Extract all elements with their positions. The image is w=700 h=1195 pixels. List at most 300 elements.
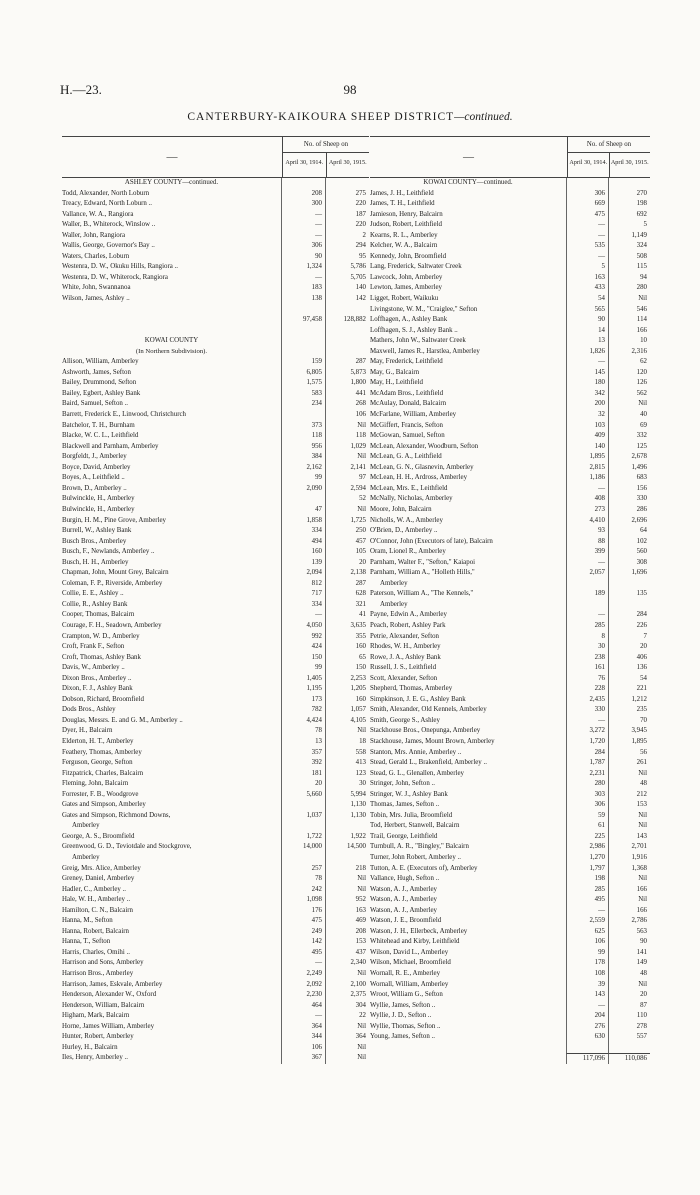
owner-name: James, J. H., Leithfield	[370, 189, 434, 197]
owner-name: Waters, Charles, Loburn	[62, 252, 130, 260]
sheep-1914: —	[281, 220, 325, 231]
sheep-1915: 10	[608, 336, 650, 347]
owner-name: McGowan, Samuel, Sefton	[370, 432, 445, 440]
owner-name: McLean, Alexander, Woodburn, Sefton	[370, 442, 479, 450]
sheep-1914: 118	[281, 431, 325, 442]
owner-name: Greney, Daniel, Amberley	[62, 875, 135, 883]
sheep-1915: 97	[325, 473, 369, 484]
owner-name: Parnham, Walter F., "Sefton," Kaiapoi	[370, 558, 476, 566]
sheep-1914: —	[281, 273, 325, 284]
sheep-1914: 257	[281, 864, 325, 875]
owner-name: Bailey, Drummond, Sefton	[62, 379, 137, 387]
sheep-1914: 1,722	[281, 832, 325, 843]
table-row	[62, 969, 369, 980]
table-row	[62, 294, 369, 305]
sheep-1914: 13	[566, 336, 608, 347]
sheep-1915: Nil	[608, 980, 650, 991]
owner-name: George, A. S., Broomfield	[62, 832, 135, 840]
sheep-1915	[608, 600, 650, 611]
sheep-1915: 2,316	[608, 347, 650, 358]
owner-name: Gates and Simpson, Amberley	[62, 801, 146, 809]
document-reference: H.—23.	[60, 82, 102, 97]
sheep-1915	[325, 178, 369, 189]
owner-name: Loffhagen, A., Ashley Bank	[370, 316, 448, 324]
sheep-1914: 342	[566, 389, 608, 400]
table-row	[62, 832, 369, 843]
left-rows	[62, 178, 369, 1064]
table-row	[370, 948, 650, 959]
sheep-1914: 303	[566, 790, 608, 801]
sheep-1914: 2,094	[281, 568, 325, 579]
sheep-1915: Nil	[608, 821, 650, 832]
table-row	[62, 210, 369, 221]
sheep-1914: 150	[281, 653, 325, 664]
table-row	[62, 948, 369, 959]
sheep-1914: 357	[281, 748, 325, 759]
sheep-1914: 78	[281, 874, 325, 885]
owner-name: Turnbull, A. R., "Bingley," Balcairn	[370, 843, 469, 851]
table-row	[62, 885, 369, 896]
table-row	[370, 1022, 650, 1033]
sheep-1914: —	[566, 357, 608, 368]
sheep-1915: 2,786	[608, 916, 650, 927]
table-row	[62, 378, 369, 389]
table-row	[370, 684, 650, 695]
table-row	[370, 600, 650, 611]
sheep-1915: 30	[325, 779, 369, 790]
owner-name: Hanna, Robert, Balcairn	[62, 927, 129, 935]
sheep-1915: Nil	[325, 421, 369, 432]
sheep-1915: 166	[608, 326, 650, 337]
owner-name: Burgin, H. M., Pine Grove, Amberley	[62, 516, 166, 524]
table-row	[62, 410, 369, 421]
owner-name: Tod, Herbert, Stanwell, Balcairn	[370, 822, 460, 830]
section-heading-row	[62, 178, 369, 189]
owner-name: Busch Bros., Amberley	[62, 537, 127, 545]
sheep-1915: 95	[325, 252, 369, 263]
table-row	[62, 252, 369, 263]
owner-name: Smith, George S., Ashley	[370, 716, 440, 724]
sheep-1914: 140	[566, 442, 608, 453]
table-row	[370, 621, 650, 632]
sheep-1914: 54	[566, 294, 608, 305]
owner-name: Jamieson, Henry, Balcairn	[370, 210, 443, 218]
sheep-count-header	[567, 137, 650, 177]
owner-name: Dyer, H., Balcairn	[62, 727, 113, 735]
sheep-1914: 139	[281, 558, 325, 569]
sheep-1915: 628	[325, 589, 369, 600]
table-row	[62, 537, 369, 548]
owner-name: McFarlane, William, Amberley	[370, 411, 457, 419]
sheep-1914: 238	[566, 653, 608, 664]
owner-name: Westenra, D. W., Whiterock, Rangiora	[62, 273, 168, 281]
sheep-1914: 2,057	[566, 568, 608, 579]
sheep-1915: 321	[325, 600, 369, 611]
owner-name: Stead, G. L., Glenallen, Amberley	[370, 769, 464, 777]
sheep-1915: 20	[325, 558, 369, 569]
sheep-1915: 198	[608, 199, 650, 210]
sheep-1914: 373	[281, 421, 325, 432]
table-row	[370, 210, 650, 221]
sheep-1914: 106	[281, 1043, 325, 1054]
table-row	[62, 526, 369, 537]
table-row	[370, 726, 650, 737]
sheep-1915: 364	[325, 1032, 369, 1043]
owner-name: Crampton, W. D., Amberley	[62, 632, 140, 640]
sheep-1915: 270	[608, 189, 650, 200]
owner-name: McNally, Nicholas, Amberley	[370, 495, 453, 503]
total-row	[62, 315, 369, 326]
sheep-1915: 128,882	[325, 315, 369, 326]
section-heading-row	[370, 178, 650, 189]
sheep-1915: 187	[325, 210, 369, 221]
year-headers	[283, 153, 369, 177]
sheep-1915: 212	[608, 790, 650, 801]
sheep-1914: 4,050	[281, 621, 325, 632]
sheep-1914	[281, 347, 325, 358]
sheep-1914	[281, 336, 325, 347]
owner-name: Kennedy, John, Broomfield	[370, 252, 447, 260]
owner-name: Vallance, Hugh, Sefton ..	[370, 875, 440, 883]
owner-name: Burrell, W., Ashley Bank	[62, 527, 132, 535]
sheep-1915: 1,130	[325, 800, 369, 811]
sheep-1914: 8	[566, 632, 608, 643]
sheep-1915: 1,029	[325, 442, 369, 453]
sheep-1914: 14,000	[281, 842, 325, 853]
table-row	[370, 315, 650, 326]
sheep-1914: 384	[281, 452, 325, 463]
sheep-1915: 563	[608, 927, 650, 938]
sheep-1915: 683	[608, 473, 650, 484]
owner-name: KOWAI COUNTY	[144, 337, 199, 345]
sheep-1915: 1,916	[608, 853, 650, 864]
sheep-1914: 1,098	[281, 895, 325, 906]
owner-name: Blacke, W. C. L., Leithfield	[62, 432, 139, 440]
table-row	[370, 347, 650, 358]
sheep-1914: 334	[281, 600, 325, 611]
sheep-1915	[325, 305, 369, 316]
left-table-header	[62, 136, 369, 178]
table-row	[370, 421, 650, 432]
sheep-1915: 324	[608, 241, 650, 252]
sheep-1915: 441	[325, 389, 369, 400]
sheep-1914: 5	[566, 262, 608, 273]
table-row	[62, 558, 369, 569]
sheep-1914: —	[281, 958, 325, 969]
sheep-1914: 284	[566, 748, 608, 759]
owner-name: Mathers, John W., Saltwater Creek	[370, 337, 466, 345]
sheep-1914: 424	[281, 642, 325, 653]
owner-name: Maxwell, James R., Harstlea, Amberley	[370, 347, 480, 355]
sheep-1914: 6,805	[281, 368, 325, 379]
sheep-1915	[325, 853, 369, 864]
owner-name: May, G., Balcairn	[370, 368, 420, 376]
sheep-1915: 268	[325, 399, 369, 410]
sheep-1914: 2,249	[281, 969, 325, 980]
sheep-1914: 47	[281, 505, 325, 516]
owner-name: Young, James, Sefton ..	[370, 1033, 435, 1041]
sheep-1914: 306	[281, 241, 325, 252]
table-row	[62, 811, 369, 822]
table-row	[62, 663, 369, 674]
owner-name: Russell, J. S., Leithfield	[370, 664, 437, 672]
owner-name: Peach, Robert, Ashley Park	[370, 621, 446, 629]
sheep-1915	[608, 579, 650, 590]
sheep-1915: 125	[608, 442, 650, 453]
sheep-1914: 249	[281, 927, 325, 938]
sheep-1914: 285	[566, 885, 608, 896]
owner-name: Wyllie, Thomas, Sefton ..	[370, 1022, 441, 1030]
sheep-1914: 280	[566, 779, 608, 790]
table-row	[370, 705, 650, 716]
sheep-1914: 14	[566, 326, 608, 337]
owner-name: White, John, Swannanoa	[62, 284, 131, 292]
sheep-1915: 14,500	[325, 842, 369, 853]
sheep-1914: 142	[281, 937, 325, 948]
sheep-1914: 242	[281, 885, 325, 896]
sheep-1915: 437	[325, 948, 369, 959]
owner-name: Bulwinckle, H., Amberley	[62, 505, 135, 513]
owner-name	[62, 315, 281, 326]
owner-name: Wyllie, J. D., Sefton ..	[370, 1012, 432, 1020]
table-row	[62, 1001, 369, 1012]
table-row	[62, 241, 369, 252]
table-row	[370, 516, 650, 527]
sheep-1915: 166	[608, 885, 650, 896]
owner-name: Dobson, Richard, Broomfield	[62, 695, 144, 703]
table-row	[62, 842, 369, 853]
owner-name: Courage, F. H., Seadown, Amberley	[62, 621, 162, 629]
sheep-1915: 304	[325, 1001, 369, 1012]
table-row	[370, 990, 650, 1001]
sheep-1914: 276	[566, 1022, 608, 1033]
owner-name: Busch, F., Newlands, Amberley ..	[62, 548, 155, 556]
table-row	[370, 305, 650, 316]
sheep-1915: 1,895	[608, 737, 650, 748]
owner-name: Trail, George, Leithfield	[370, 832, 438, 840]
table-row	[62, 1032, 369, 1043]
sheep-1914: 475	[566, 210, 608, 221]
page-title	[0, 111, 700, 123]
table-row	[62, 695, 369, 706]
sheep-1914: 59	[566, 811, 608, 822]
sheep-1915: 557	[608, 1032, 650, 1043]
table-row	[62, 980, 369, 991]
name-column-header: —	[463, 151, 474, 163]
sheep-1915: 287	[325, 579, 369, 590]
sheep-1914: 306	[566, 189, 608, 200]
table-row	[370, 937, 650, 948]
table-row	[62, 589, 369, 600]
section-heading-row	[62, 336, 369, 347]
owner-name: James, T. H., Leithfield	[370, 200, 435, 208]
table-row	[370, 283, 650, 294]
owner-name: Wyllie, James, Sefton ..	[370, 1001, 436, 1009]
sheep-1914: 2,162	[281, 463, 325, 474]
sheep-1914: 234	[281, 399, 325, 410]
sheep-1915: 1,057	[325, 705, 369, 716]
sheep-count-header	[282, 137, 369, 177]
owner-name: McGiffert, Francis, Sefton	[370, 421, 443, 429]
table-row	[62, 779, 369, 790]
sheep-1915: 2,141	[325, 463, 369, 474]
sheep-1914: —	[566, 716, 608, 727]
sheep-1914: 2,230	[281, 990, 325, 1001]
owner-name: Hanna, T., Sefton	[62, 938, 111, 946]
sheep-1915: 1,212	[608, 695, 650, 706]
sheep-1915	[608, 1043, 650, 1054]
owner-name: Chapman, John, Mount Grey, Balcairn	[62, 569, 169, 577]
sheep-1914: 181	[281, 769, 325, 780]
owner-name: Henderson, William, Balcairn	[62, 1001, 145, 1009]
table-row	[62, 864, 369, 875]
sheep-1915: 1,205	[325, 684, 369, 695]
sheep-1915: 69	[608, 421, 650, 432]
table-row	[62, 906, 369, 917]
table-row	[62, 389, 369, 400]
sheep-1914: 200	[566, 399, 608, 410]
year-headers	[568, 153, 650, 177]
sheep-1914: 4,424	[281, 716, 325, 727]
table-row	[370, 505, 650, 516]
table-row	[62, 684, 369, 695]
owner-name: Cooper, Thomas, Balcairn	[62, 611, 135, 619]
year-1914-header: April 30, 1914.	[569, 159, 608, 166]
sheep-1915: 94	[608, 273, 650, 284]
owner-name: Feathery, Thomas, Amberley	[62, 748, 142, 756]
sheep-1915: 1,696	[608, 568, 650, 579]
sheep-1914: —	[281, 210, 325, 221]
owner-name: Dixon Bros., Amberley ..	[62, 674, 132, 682]
table-row	[370, 463, 650, 474]
owner-name	[62, 326, 281, 337]
table-row	[370, 653, 650, 664]
owner-name: Wallis, George, Governor's Bay ..	[62, 242, 155, 250]
owner-name: Tutton, A. E. (Executors of), Amberley	[370, 864, 478, 872]
table-row	[370, 442, 650, 453]
sheep-1914	[281, 326, 325, 337]
owner-name: Rhodes, W. H., Amberley	[370, 643, 441, 651]
table-row	[370, 547, 650, 558]
sheep-1914: 76	[566, 674, 608, 685]
owner-name: Petrie, Alexander, Sefton	[370, 632, 439, 640]
table-row	[370, 399, 650, 410]
sheep-1915: 90	[608, 937, 650, 948]
sheep-1914: 1,195	[281, 684, 325, 695]
table-row	[370, 874, 650, 885]
owner-name: Rowe, J. A., Ashley Bank	[370, 653, 441, 661]
sheep-1914: 93	[566, 526, 608, 537]
right-table-header	[370, 136, 650, 178]
table-row	[370, 779, 650, 790]
owner-name: Smith, Alexander, Old Kennels, Amberley	[370, 706, 487, 714]
sheep-1914: 99	[281, 473, 325, 484]
owner-name: Elderton, H. T., Amberley	[62, 737, 134, 745]
table-row	[370, 589, 650, 600]
table-row	[62, 610, 369, 621]
owner-name: Croft, Thomas, Ashley Bank	[62, 653, 141, 661]
sheep-1915: 87	[608, 1001, 650, 1012]
sheep-1915: Nil	[325, 1043, 369, 1054]
table-row	[370, 842, 650, 853]
sheep-1915: 136	[608, 663, 650, 674]
table-row	[370, 642, 650, 653]
sheep-1915: Nil	[325, 969, 369, 980]
owner-name: Ligget, Robert, Waikuku	[370, 295, 439, 303]
owner-name: McLean, Mrs. E., Leithfield	[370, 484, 448, 492]
table-row	[370, 916, 650, 927]
sheep-1915: Nil	[608, 399, 650, 410]
sheep-1914: 106	[566, 937, 608, 948]
table-row	[370, 252, 650, 263]
owner-name: Fitzpatrick, Charles, Balcairn	[62, 769, 144, 777]
table-row	[62, 1043, 369, 1054]
table-row	[62, 674, 369, 685]
owner-name: Allison, William, Amberley	[62, 358, 139, 366]
sheep-1914: 2,092	[281, 980, 325, 991]
right-rows	[370, 178, 650, 1064]
sheep-1915: 142	[325, 294, 369, 305]
owner-name: Busch, H. H., Amberley	[62, 558, 129, 566]
owner-name: O'Connor, John (Executors of late), Balcairn	[370, 537, 493, 545]
sheep-1914: 30	[566, 642, 608, 653]
sheep-1915: 115	[608, 262, 650, 273]
sheep-1915: 56	[608, 748, 650, 759]
page-number: 98	[343, 82, 357, 97]
sheep-1914: 2,986	[566, 842, 608, 853]
sheep-1915: 562	[608, 389, 650, 400]
sheep-1915: 114	[608, 315, 650, 326]
owner-name: Hamilton, C. N., Balcairn	[62, 906, 133, 914]
table-row	[370, 231, 650, 242]
sheep-1914: 1,575	[281, 378, 325, 389]
owner-name: Barrett, Frederick E., Linwood, Christchurch	[62, 411, 186, 419]
sheep-1915: 62	[608, 357, 650, 368]
table-row	[62, 484, 369, 495]
owner-name: Amberley	[380, 600, 408, 608]
sheep-1914: 2,231	[566, 769, 608, 780]
sheep-1915: 118	[325, 431, 369, 442]
owner-name: Higham, Mark, Balcairn	[62, 1012, 130, 1020]
sheep-1915: 163	[325, 906, 369, 917]
table-row	[62, 621, 369, 632]
sheep-1915: 166	[608, 906, 650, 917]
year-1914-header: April 30, 1914.	[285, 159, 324, 166]
sheep-1914: 992	[281, 632, 325, 643]
sheep-1915: Nil	[325, 452, 369, 463]
owner-name: Watson, J. E., Broomfield	[370, 917, 442, 925]
sheep-1915: 5,873	[325, 368, 369, 379]
owner-name: McLean, H. H., Ardross, Amberley	[370, 474, 468, 482]
table-row	[370, 821, 650, 832]
sheep-1914: 1,405	[281, 674, 325, 685]
table-row	[62, 231, 369, 242]
sheep-1914: —	[281, 1011, 325, 1022]
owner-name: Wilson, Michael, Broomfield	[370, 959, 451, 967]
sheep-1915: 156	[608, 484, 650, 495]
sheep-1914: 228	[566, 684, 608, 695]
sheep-1915: 64	[608, 526, 650, 537]
owner-name: Vallance, W. A., Rangiora	[62, 210, 134, 218]
sheep-1915: 284	[608, 610, 650, 621]
table-row	[62, 632, 369, 643]
table-row	[62, 452, 369, 463]
table-row	[370, 610, 650, 621]
owner-name: Watson, A. J., Amberley	[370, 885, 438, 893]
owner-name: Wroot, William G., Sefton	[370, 991, 443, 999]
owner-name: Stringer, John, Sefton ..	[370, 780, 435, 788]
owner-name: Stringer, W. J., Ashley Bank	[370, 790, 448, 798]
